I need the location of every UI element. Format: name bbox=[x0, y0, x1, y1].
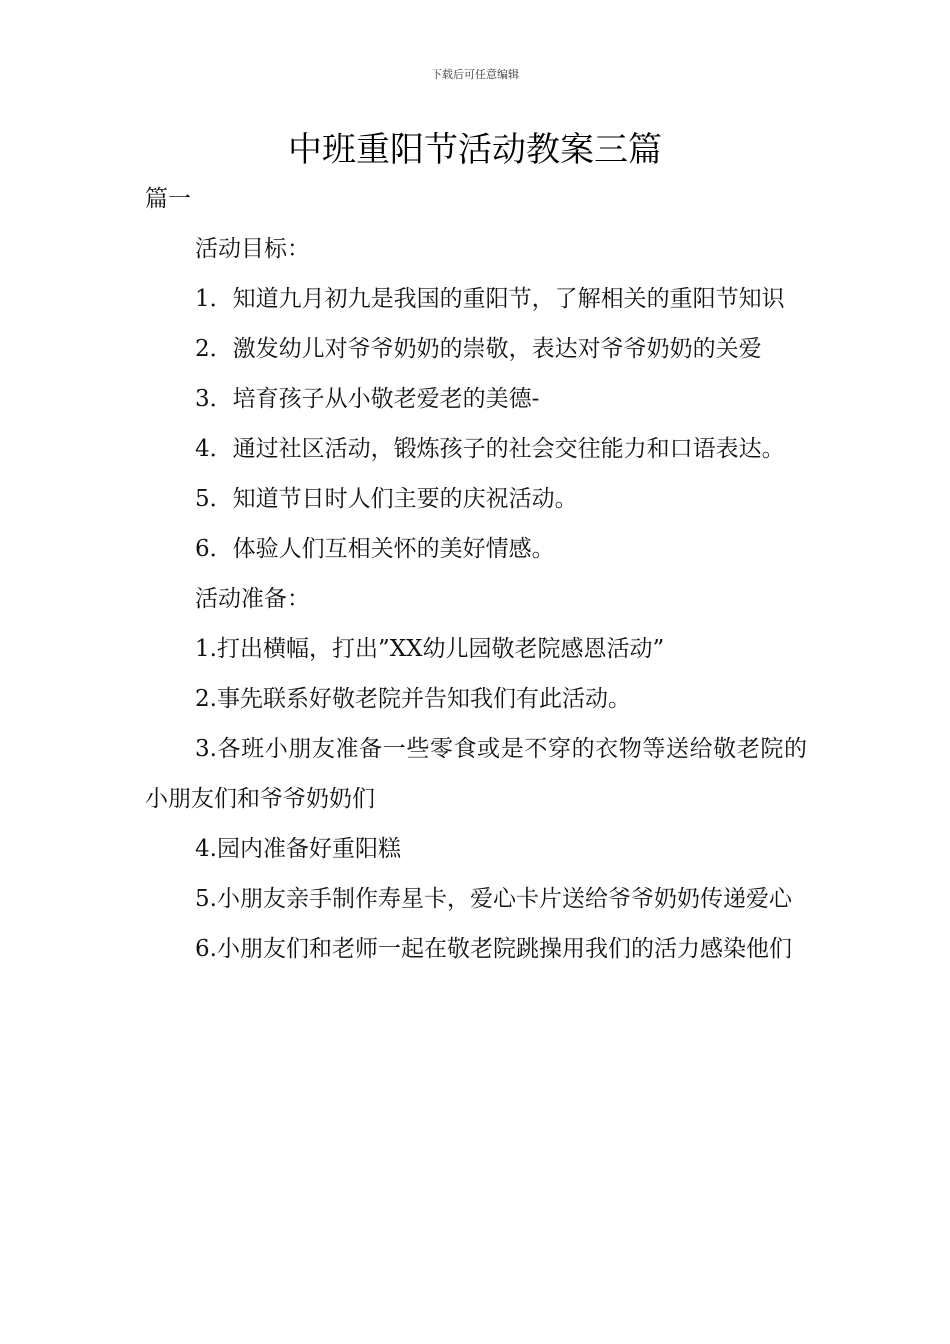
goal-item-1: 1．知道九月初九是我国的重阳节，了解相关的重阳节知识 bbox=[195, 286, 785, 312]
prep-item-6: 6.小朋友们和老师一起在敬老院跳操用我们的活力感染他们 bbox=[195, 936, 792, 962]
prep-item-4: 4.园内准备好重阳糕 bbox=[195, 836, 401, 862]
prep-heading: 活动准备： bbox=[195, 586, 310, 612]
prep-item-2: 2.事先联系好敬老院并告知我们有此活动。 bbox=[195, 686, 631, 712]
page-header-note: 下载后可任意编辑 bbox=[431, 68, 519, 81]
goal-item-6: 6．体验人们互相关怀的美好情感。 bbox=[195, 536, 555, 562]
prep-item-3: 3.各班小朋友准备一些零食或是不穿的衣物等送给敬老院的小朋友们和爷爷奶奶们 bbox=[145, 736, 807, 812]
goal-item-3: 3．培育孩子从小敬老爱老的美德- bbox=[195, 386, 540, 412]
goal-item-4: 4．通过社区活动，锻炼孩子的社会交往能力和口语表达。 bbox=[195, 436, 785, 462]
document-body bbox=[145, 174, 807, 974]
goals-heading: 活动目标： bbox=[195, 236, 310, 262]
section-label: 篇一 bbox=[145, 186, 191, 212]
goal-item-2: 2．激发幼儿对爷爷奶奶的崇敬，表达对爷爷奶奶的关爱 bbox=[195, 336, 762, 362]
prep-item-1: 1.打出横幅，打出”XX幼儿园敬老院感恩活动” bbox=[195, 636, 665, 662]
prep-item-5: 5.小朋友亲手制作寿星卡，爱心卡片送给爷爷奶奶传递爱心 bbox=[195, 886, 792, 912]
goal-item-5: 5．知道节日时人们主要的庆祝活动。 bbox=[195, 486, 578, 512]
document-title: 中班重阳节活动教案三篇 bbox=[288, 130, 662, 170]
